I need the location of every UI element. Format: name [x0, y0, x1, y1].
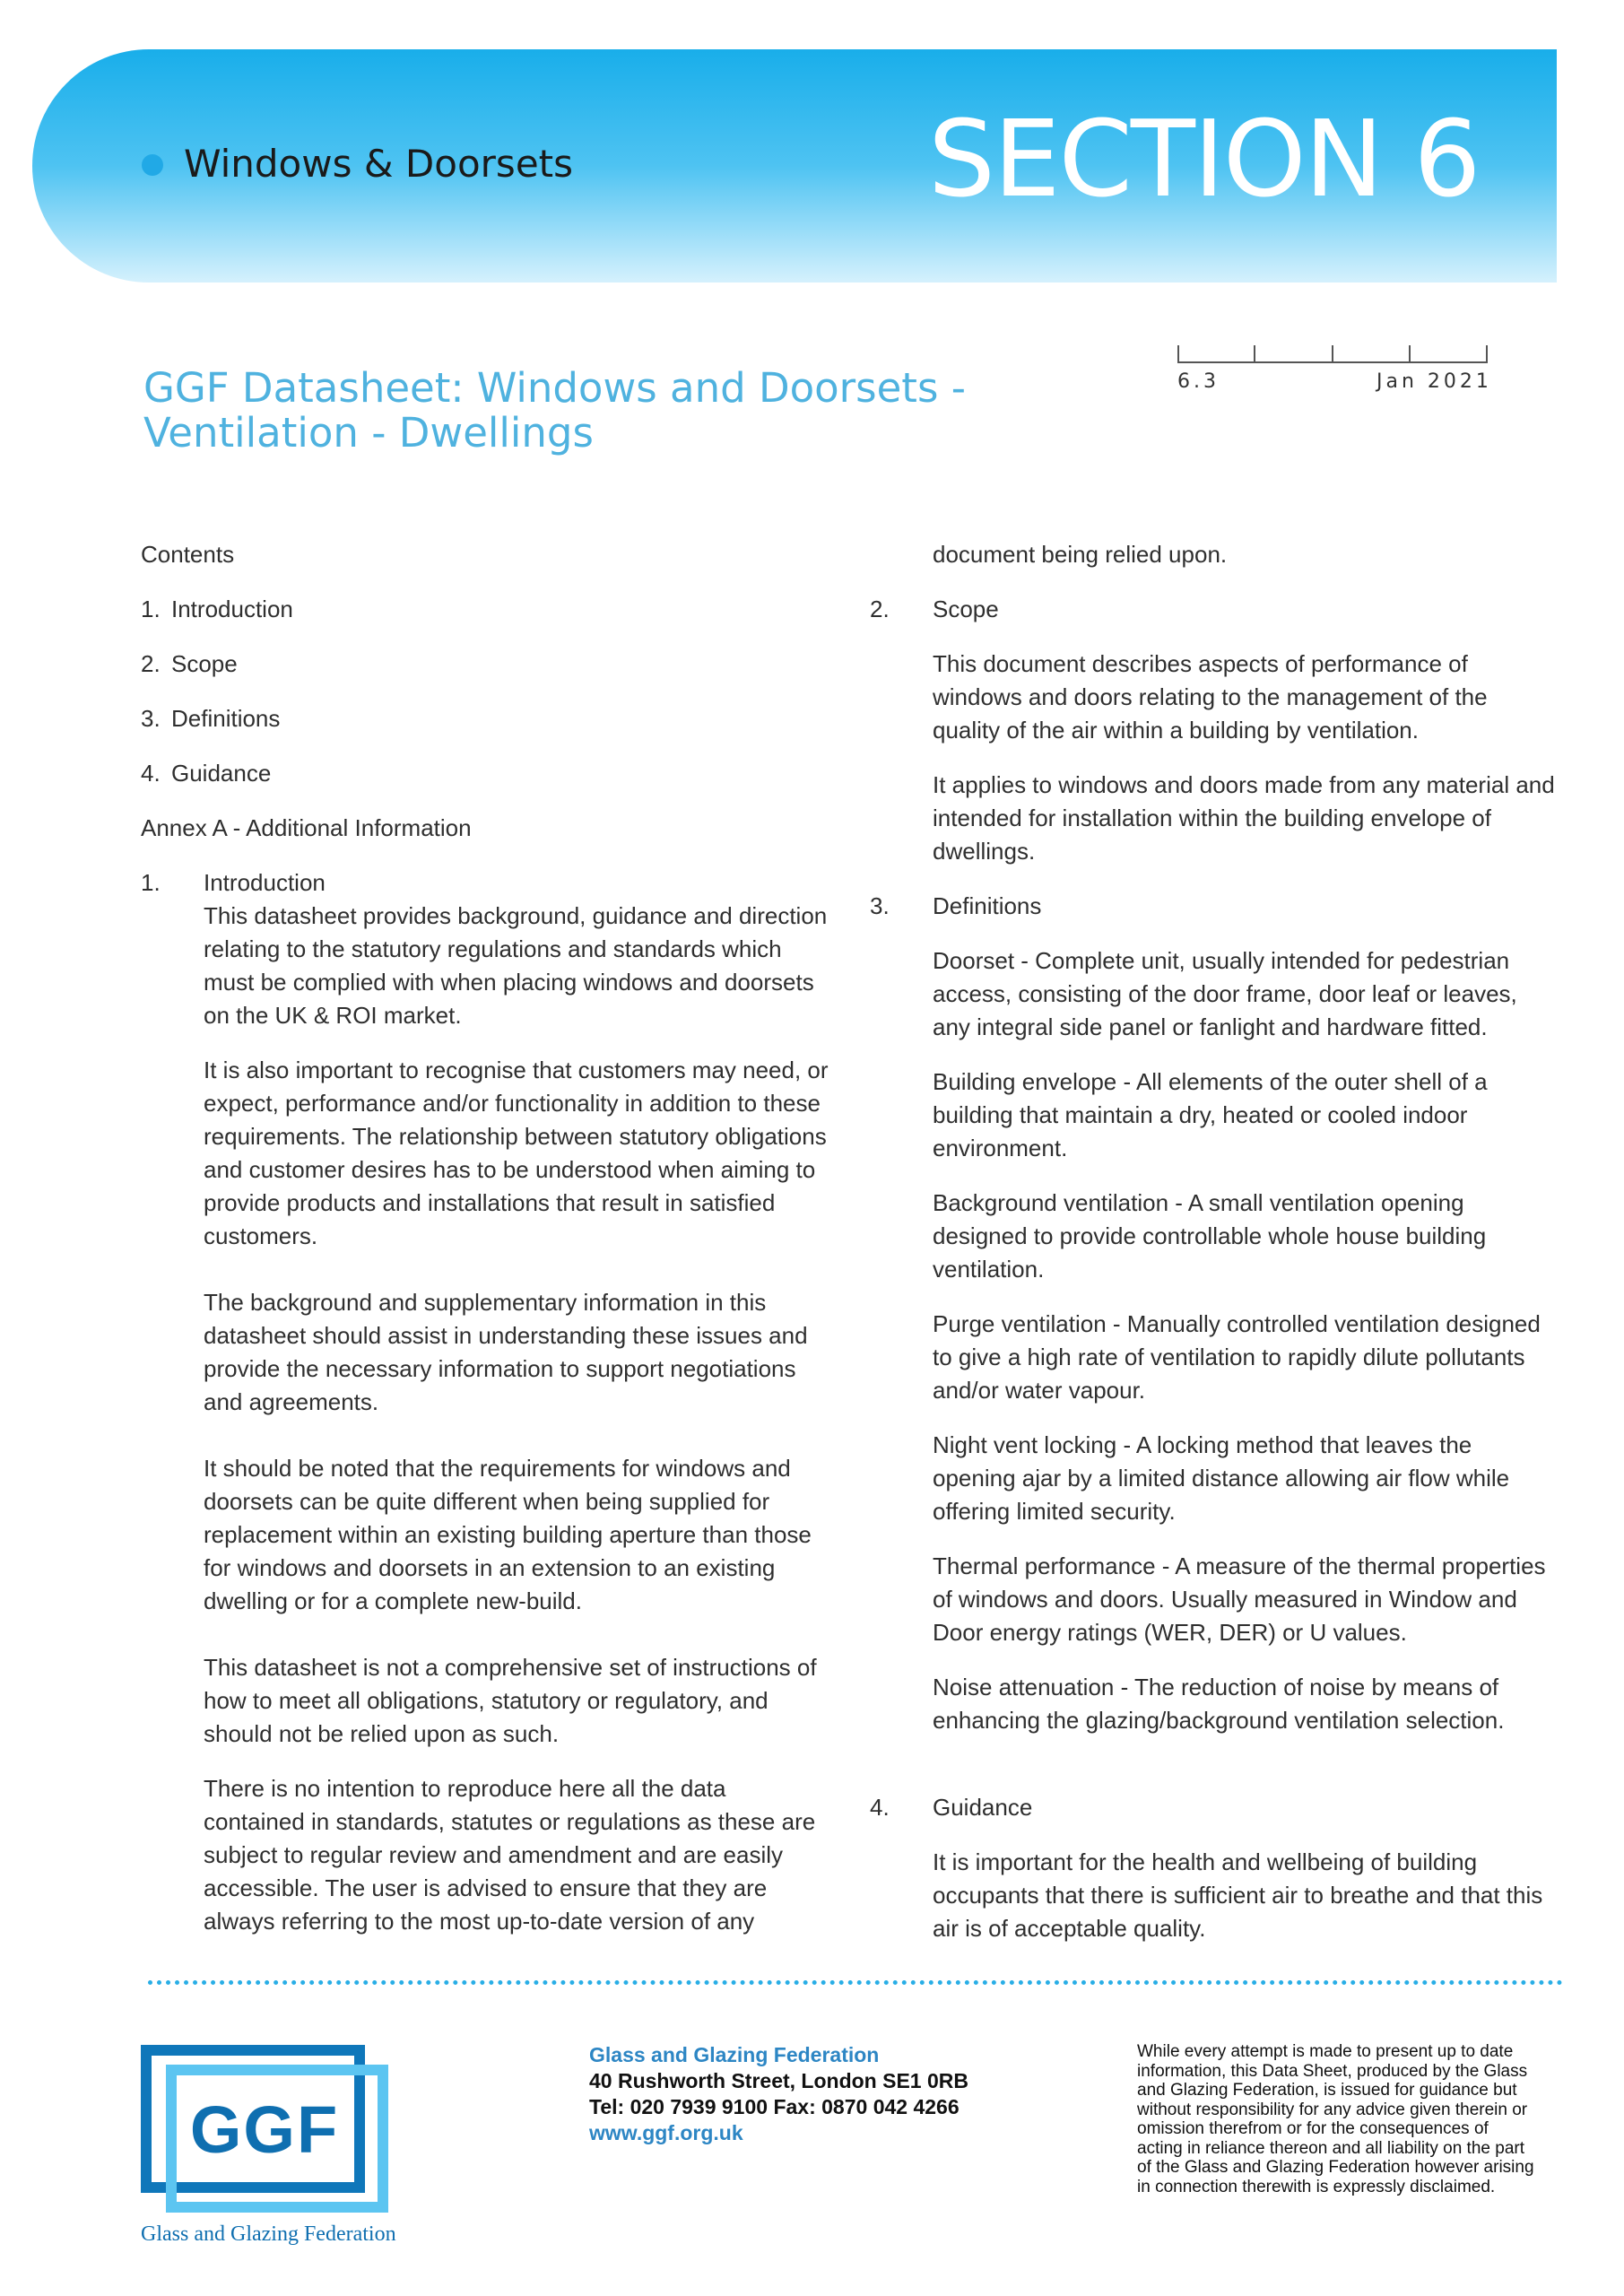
paragraph: There is no intention to reproduce here all the data contained in standards, statutes or regulations as these are subject to regular review and amendment and are easily accessible. The user is advised to ensure that they are always referring to the most up-to-date version of any [204, 1775, 816, 1935]
contents-item[interactable]: 2. Scope [141, 650, 238, 677]
scope-section [870, 593, 1560, 868]
paragraph: It applies to windows and doors made from any material and intended for installation within the building envelope of dwellings. [933, 771, 1555, 865]
section-number: 2. [870, 596, 890, 622]
section-number: 4. [870, 1794, 890, 1821]
bullet-dot-icon [142, 154, 163, 176]
title-line-2: Ventilation - Dwellings [143, 409, 594, 457]
section-heading: Introduction [204, 869, 326, 896]
definition-thermal-performance: Thermal performance - A measure of the thermal properties of windows and doors. Usually measured in Window and Door energy ratings (WER, DER) or U values. [933, 1552, 1546, 1646]
definition-noise-attenuation: Noise attenuation - The reduction of noise by means of enhancing the glazing/background ventilation selection. [933, 1674, 1505, 1734]
contents-list [141, 593, 831, 845]
reference-number: 6.3 [1177, 370, 1220, 393]
disclaimer: While every attempt is made to present up to date information, this Data Sheet, produced by the Glass and Glazing Federation, is issued for guidance but without responsibility for any advice given therein or omission therefrom or for the consequences of acting in reliance thereon and all liability on the part of the Glass and Glazing Federation however arising in connection therewith is expressly disclaimed. [1137, 2042, 1534, 2196]
title-line-1: GGF Datasheet: Windows and Doorsets - [143, 364, 966, 412]
introduction-continued [870, 538, 1560, 571]
website-link[interactable]: www.ggf.org.uk [589, 2121, 743, 2144]
logo-text: GGF [189, 2092, 340, 2167]
org-name: Glass and Glazing Federation [589, 2043, 880, 2066]
ggf-logo [141, 2045, 396, 2251]
paragraph: document being relied upon. [933, 541, 1228, 568]
paragraph: It is also important to recognise that customers may need, or expect, performance and/or functionality in addition to these requirements. The relationship between statutory obligations and customer desires has to be understood when aiming to provide products and installations that result in satisfied customers. [204, 1057, 829, 1249]
phone-fax: Tel: 020 7939 9100 Fax: 0870 042 4266 [589, 2095, 960, 2118]
section-number: 1. [141, 869, 161, 896]
reference-date: Jan 2021 [1376, 370, 1492, 393]
paragraph: This document describes aspects of performance of windows and doors relating to the management of the quality of the air within a building by ventilation. [933, 650, 1488, 744]
contents-annex[interactable]: Annex A - Additional Information [141, 814, 472, 841]
left-column [141, 538, 831, 1960]
contents-item[interactable]: 3. Definitions [141, 705, 281, 732]
logo-caption: Glass and Glazing Federation [141, 2222, 396, 2246]
definition-background-ventilation: Background ventilation - A small ventilation opening designed to provide controllable whole house building ventilation. [933, 1189, 1487, 1283]
section-title: SECTION 6 [928, 97, 1480, 221]
dotted-divider [148, 1980, 1563, 1985]
banner-subtitle: Windows & Doorsets [184, 142, 574, 186]
contents-item[interactable]: 4. Guidance [141, 760, 272, 787]
document-title [143, 366, 1040, 456]
definition-doorset: Doorset - Complete unit, usually intended for pedestrian access, consisting of the door frame, door leaf or leaves, any integral side panel or fanlight and hardware fitted. [933, 947, 1517, 1040]
right-column [870, 538, 1560, 1967]
section-heading: Scope [933, 596, 999, 622]
contact-block [589, 2042, 968, 2146]
definition-night-vent-locking: Night vent locking - A locking method that leaves the opening ajar by a limited distance allowing air flow while offering limited security. [933, 1431, 1510, 1525]
paragraph: This datasheet is not a comprehensive set of instructions of how to meet all obligations, statutory or regulatory, and should not be relied upon as such. [204, 1654, 817, 1747]
contents-heading: Contents [141, 541, 235, 568]
section-heading: Definitions [933, 892, 1042, 919]
definition-purge-ventilation: Purge ventilation - Manually controlled ventilation designed to give a high rate of ventilation to rapidly dilute pollutants and/or water vapour. [933, 1310, 1541, 1404]
paragraph: It is important for the health and wellbeing of building occupants that there is sufficient air to breathe and that this air is of acceptable quality. [933, 1848, 1543, 1942]
section-heading: Guidance [933, 1794, 1033, 1821]
reference-ruler [1177, 345, 1488, 363]
paragraph: The background and supplementary information in this datasheet should assist in understanding these issues and provide the necessary information to support negotiations and agreements. [204, 1289, 808, 1415]
guidance-section [870, 1791, 1560, 1945]
definitions-section [870, 890, 1560, 1737]
address: 40 Rushworth Street, London SE1 0RB [589, 2069, 968, 2092]
contents-item[interactable]: 1. Introduction [141, 596, 293, 622]
definition-building-envelope: Building envelope - All elements of the outer shell of a building that maintain a dry, heated or cooled indoor environment. [933, 1068, 1488, 1161]
section-number: 3. [870, 892, 890, 919]
paragraph: It should be noted that the requirements for windows and doorsets can be quite different when being supplied for replacement within an existing building aperture than those for windows and doorsets in an extension to an existing dwelling or for a complete new-build. [204, 1455, 812, 1614]
paragraph: This datasheet provides background, guidance and direction relating to the statutory regulations and standards which must be complied with when placing windows and doorsets on the UK & ROI market. [204, 902, 828, 1029]
introduction-section [141, 866, 831, 1938]
